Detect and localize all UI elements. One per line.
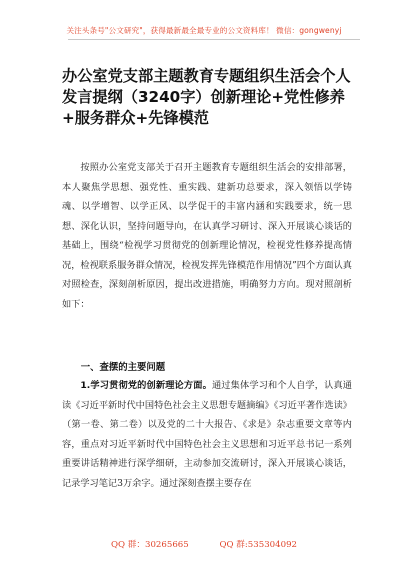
header-divider	[68, 39, 360, 40]
document-title: 办公室党支部主题教育专题组织生活会个人发言提纲（3240字）创新理论+党性修养+服务群众+先锋模范	[62, 67, 351, 127]
header-banner: 关注头条号"公文研究"，获得最新最全最专业的公文资料库！ 微信：gongwenyj	[66, 26, 342, 35]
footer-qq-group-1: QQ 群：30265665	[110, 540, 189, 550]
footer	[0, 538, 408, 550]
item-1-paragraph	[62, 376, 352, 493]
section-heading: 一、查摆的主要问题	[80, 362, 166, 373]
footer-qq-group-2: QQ 群:535304092	[219, 540, 298, 550]
item-1-text: 通过集体学习和个人自学，认真通读《习近平新时代中国特色社会主义思想专题摘编》《习近平著作选读》（第一卷、第二卷）以及党的二十大报告、《求是》杂志重要文章等内容，重点对习近平新时代中国特色社会主义思想和习近平总书记一系列重要讲话精神进行深学细研，主动参加交流研讨，深入开展谈心谈话，记录学习笔记3万余字。通过深刻查摆主要存在	[62, 380, 352, 489]
item-1-lead: 1.学习贯彻党的创新理论方面。	[80, 380, 212, 391]
intro-paragraph: 按照办公室党支部关于召开主题教育专题组织生活会的安排部署，本人聚焦学思想、强党性、重实践、建新功总要求，深入领悟以学铸魂、以学增智、以学正风、以学促干的丰富内涵和实践要求，统一思想、深化认识，坚持问题导向，在认真学习研讨、深入开展谈心谈话的基础上，围绕“检视学习贯彻党的创新理论情况，检视党性修养提高情况，检视联系服务群众情况，检视发挥先锋模范作用情况”四个方面认真对照检查，深刻剖析原因，提出改进措施，明确努力方向。现对照剖析如下：	[62, 162, 352, 310]
